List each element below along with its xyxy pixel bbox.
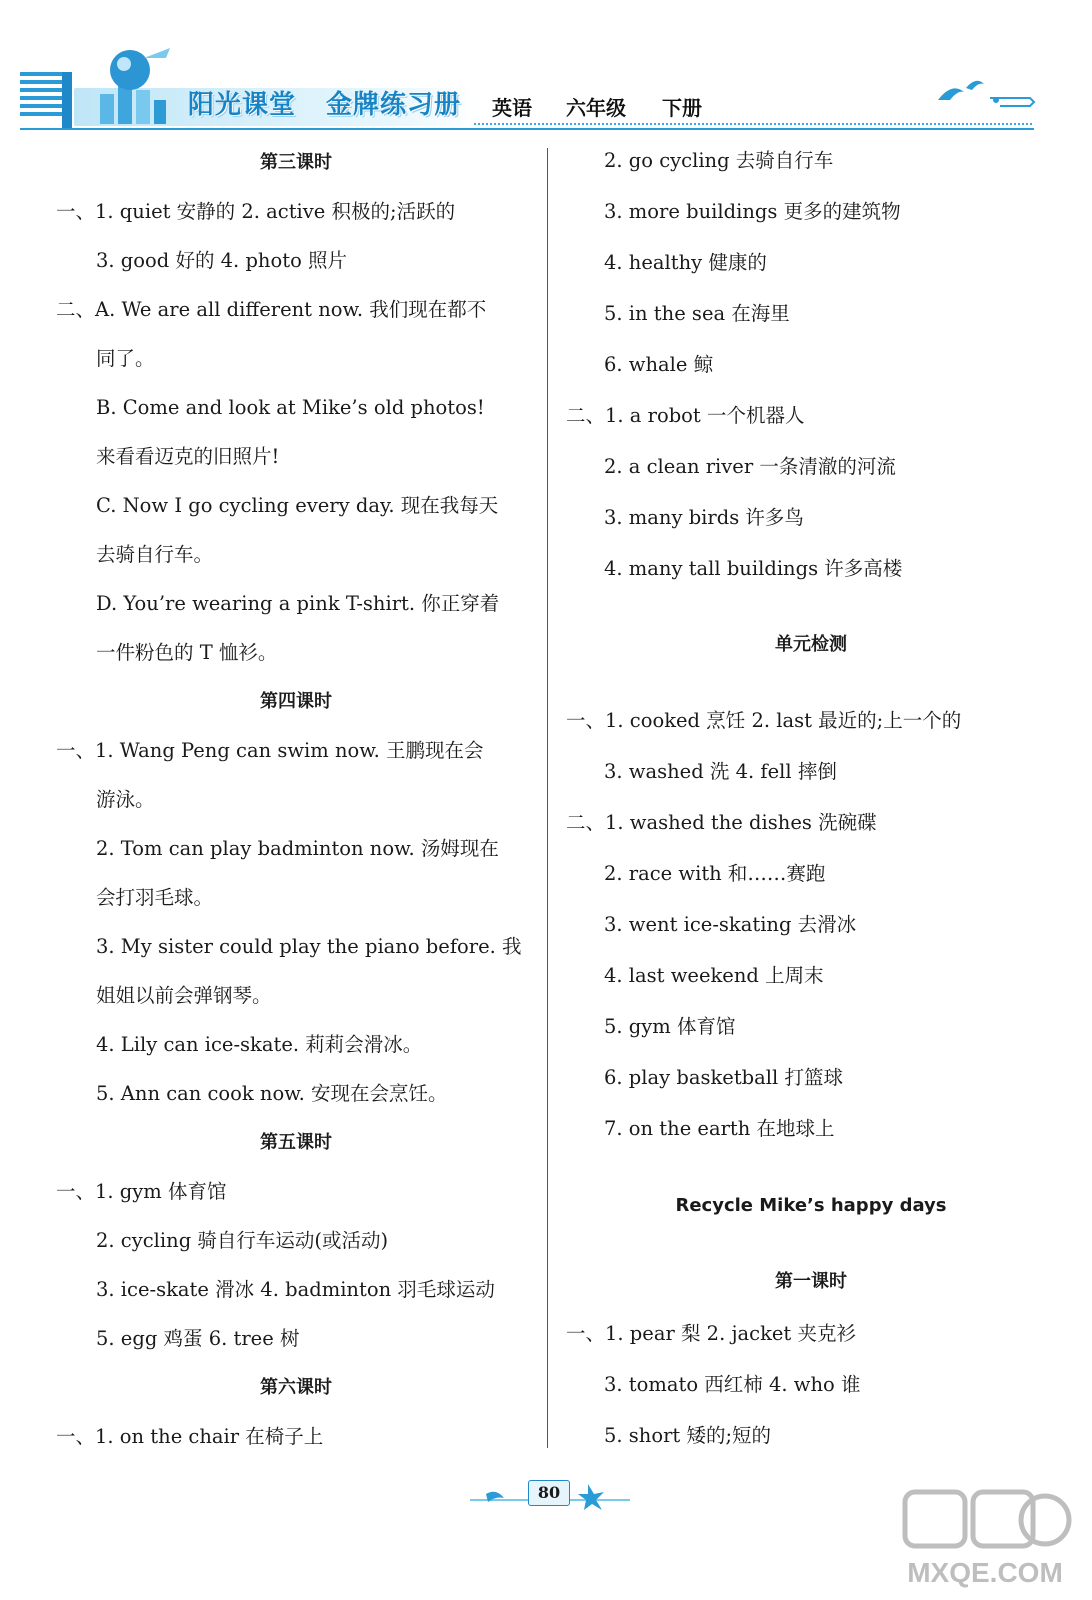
section-heading: 单元检测 xyxy=(775,634,847,655)
answer-line: 2. go cycling 去骑自行车 xyxy=(604,149,834,172)
answer-item: 一、1. on the chair 在椅子上 xyxy=(56,1425,324,1448)
answer-line: B. Come and look at Mike’s old photos! xyxy=(96,396,485,419)
header-bar xyxy=(62,72,72,130)
answer-item: 二、A. We are all different now. 我们现在都不 xyxy=(56,298,487,321)
answer-item: 一、1. pear 梨 2. jacket 夹克衫 xyxy=(566,1322,856,1345)
section-heading: 第三课时 xyxy=(260,152,332,173)
answer-line: 7. on the earth 在地球上 xyxy=(604,1117,835,1140)
answer-line: 2. cycling 骑自行车运动(或活动) xyxy=(96,1229,389,1252)
answer-line: 3. went ice-skating 去滑冰 xyxy=(604,913,857,936)
answer-line: C. Now I go cycling every day. 现在我每天 xyxy=(96,494,499,517)
section-heading: 第四课时 xyxy=(260,691,332,712)
answer-line: 一件粉色的 T 恤衫。 xyxy=(96,641,278,664)
birds-icon xyxy=(930,72,1040,128)
answer-line: 5. short 矮的;短的 xyxy=(604,1424,772,1447)
section-heading: 第六课时 xyxy=(260,1377,332,1398)
answer-line: 2. a clean river 一条清澈的河流 xyxy=(604,455,896,478)
answer-line: 会打羽毛球。 xyxy=(96,886,214,909)
svg-text:MXQE.COM: MXQE.COM xyxy=(907,1557,1063,1588)
column-divider xyxy=(547,148,548,1448)
globe-logo-icon xyxy=(86,44,186,130)
answer-item: 二、1. a robot 一个机器人 xyxy=(566,404,805,427)
answer-line: 3. good 好的 4. photo 照片 xyxy=(96,249,348,272)
answer-line: 4. many tall buildings 许多高楼 xyxy=(604,557,903,580)
page-number: 80 xyxy=(528,1480,570,1506)
answer-line: 5. in the sea 在海里 xyxy=(604,302,790,325)
answer-line: 3. washed 洗 4. fell 摔倒 xyxy=(604,760,837,783)
answer-line: 姐姐以前会弹钢琴。 xyxy=(96,984,272,1007)
grade-label: 六年级 xyxy=(566,96,626,120)
subject-label: 英语 xyxy=(492,96,532,120)
brand-title: 阳光课堂 xyxy=(188,90,297,120)
answer-line: 4. Lily can ice-skate. 莉莉会滑冰。 xyxy=(96,1033,423,1056)
answer-item: 一、1. Wang Peng can swim now. 王鹏现在会 xyxy=(56,739,484,762)
answer-item: 一、1. cooked 烹饪 2. last 最近的;上一个的 xyxy=(566,709,962,732)
answer-line: 3. My sister could play the piano before. 我 xyxy=(96,935,522,958)
answer-item: 一、1. gym 体育馆 xyxy=(56,1180,227,1203)
watermark-logo xyxy=(895,1482,1075,1592)
answer-line: 5. egg 鸡蛋 6. tree 树 xyxy=(96,1327,300,1350)
answer-line: 2. race with 和……赛跑 xyxy=(604,862,826,885)
answer-line: 3. tomato 西红柿 4. who 谁 xyxy=(604,1373,861,1396)
answer-line: 2. Tom can play badminton now. 汤姆现在 xyxy=(96,837,499,860)
answer-line: 游泳。 xyxy=(96,788,155,811)
answer-line: 去骑自行车。 xyxy=(96,543,214,566)
header-rule xyxy=(20,128,1034,130)
answer-line: 5. Ann can cook now. 安现在会烹饪。 xyxy=(96,1082,448,1105)
answer-item: 二、1. washed the dishes 洗碗碟 xyxy=(566,811,877,834)
answer-line: 3. ice-skate 滑冰 4. badminton 羽毛球运动 xyxy=(96,1278,495,1301)
answer-item: 一、1. quiet 安静的 2. active 积极的;活跃的 xyxy=(56,200,456,223)
section-heading: Recycle Mike’s happy days xyxy=(675,1195,947,1216)
answer-line: 3. many birds 许多鸟 xyxy=(604,506,804,529)
section-heading: 第五课时 xyxy=(260,1132,332,1153)
volume-label: 下册 xyxy=(662,96,702,120)
answer-line: 同了。 xyxy=(96,347,155,370)
answer-line: 6. whale 鲸 xyxy=(604,353,714,376)
answer-line: 5. gym 体育馆 xyxy=(604,1015,736,1038)
answer-line: 4. healthy 健康的 xyxy=(604,251,767,274)
answer-line: 来看看迈克的旧照片! xyxy=(96,445,280,468)
answer-line: 4. last weekend 上周末 xyxy=(604,964,824,987)
section-heading: 第一课时 xyxy=(775,1271,847,1292)
answer-line: 6. play basketball 打篮球 xyxy=(604,1066,843,1089)
brand-subtitle: 金牌练习册 xyxy=(326,90,462,120)
answer-line: D. You’re wearing a pink T-shirt. 你正穿着 xyxy=(96,592,500,615)
answer-line: 3. more buildings 更多的建筑物 xyxy=(604,200,901,223)
